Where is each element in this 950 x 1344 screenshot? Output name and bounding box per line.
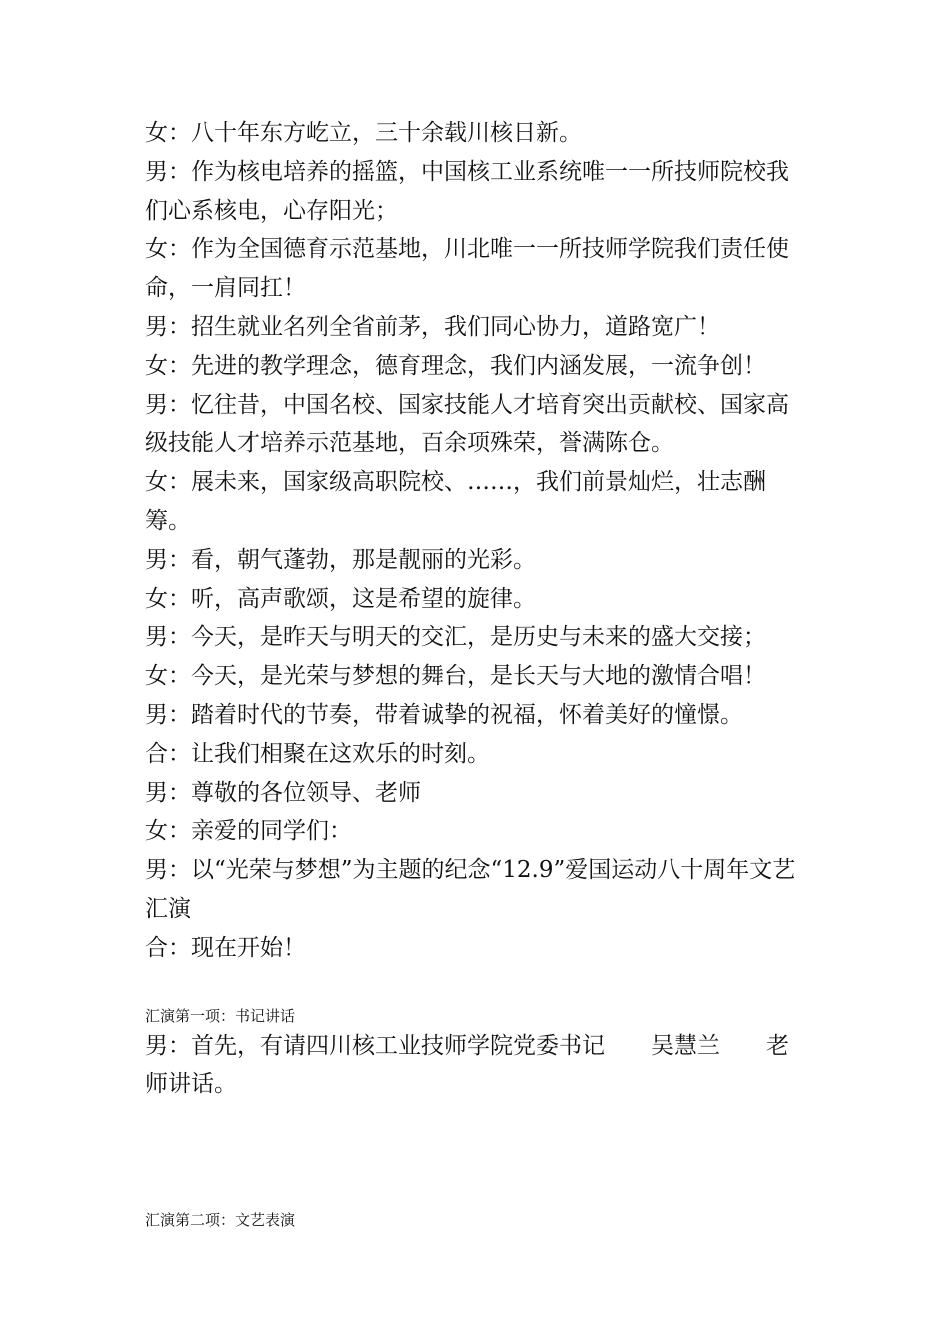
script-line: 女：展未来，国家级高职院校、……，我们前景灿烂，壮志酬筹。 (145, 469, 766, 534)
script-line: 合：让我们相聚在这欢乐的时刻。 (145, 740, 490, 767)
section-label-2: 汇演第二项：文艺表演 (145, 1211, 296, 1230)
script-line: 女：听，高声歌颂，这是希望的旋律。 (145, 585, 536, 612)
script-line: 女：亲爱的同学们： (145, 818, 352, 845)
section-1-line: 男：首先，有请四川核工业技师学院党委书记 吴慧兰 老师讲话。 (145, 1032, 789, 1098)
script-line: 男：作为核电培养的摇篮，中国核工业系统唯一一所技师院校我们心系核电，心存阳光； (145, 158, 789, 224)
script-line: 女：八十年东方屹立，三十余载川核日新。 (145, 120, 582, 146)
script-line: 男：招生就业名列全省前茅，我们同心协力，道路宽广！ (145, 313, 720, 340)
script-line: 女：今天，是光荣与梦想的舞台，是长天与大地的激情合唱！ (145, 663, 766, 690)
script-line: 男：踏着时代的节奏，带着诚挚的祝福，怀着美好的憧憬。 (145, 701, 743, 728)
script-line: 男：今天，是昨天与明天的交汇，是历史与未来的盛大交接； (145, 624, 766, 651)
spacer (145, 1104, 810, 1209)
section-label-1: 汇演第一项：书记讲话 (145, 1006, 296, 1025)
script-line: 男：以“光荣与梦想”为主题的纪念“12.9”爱国运动八十周年文艺汇演 (145, 857, 796, 922)
document-body (145, 114, 810, 1231)
script-line: 男：尊敬的各位领导、老师 (145, 779, 421, 806)
script-line: 男：看，朝气蓬勃，那是靓丽的光彩。 (145, 546, 536, 573)
script-line: 男：忆往昔，中国名校、国家技能人才培育突出贡献校、国家高级技能人才培养示范基地，百余项殊荣，誉满陈仓。 (145, 391, 789, 457)
script-line: 女：作为全国德育示范基地，川北唯一一所技师学院我们责任使命，一肩同扛！ (145, 236, 789, 302)
script-line: 女：先进的教学理念，德育理念，我们内涵发展，一流争创！ (145, 352, 766, 379)
script-line: 合：现在开始！ (145, 934, 306, 961)
spacer (145, 968, 810, 1005)
